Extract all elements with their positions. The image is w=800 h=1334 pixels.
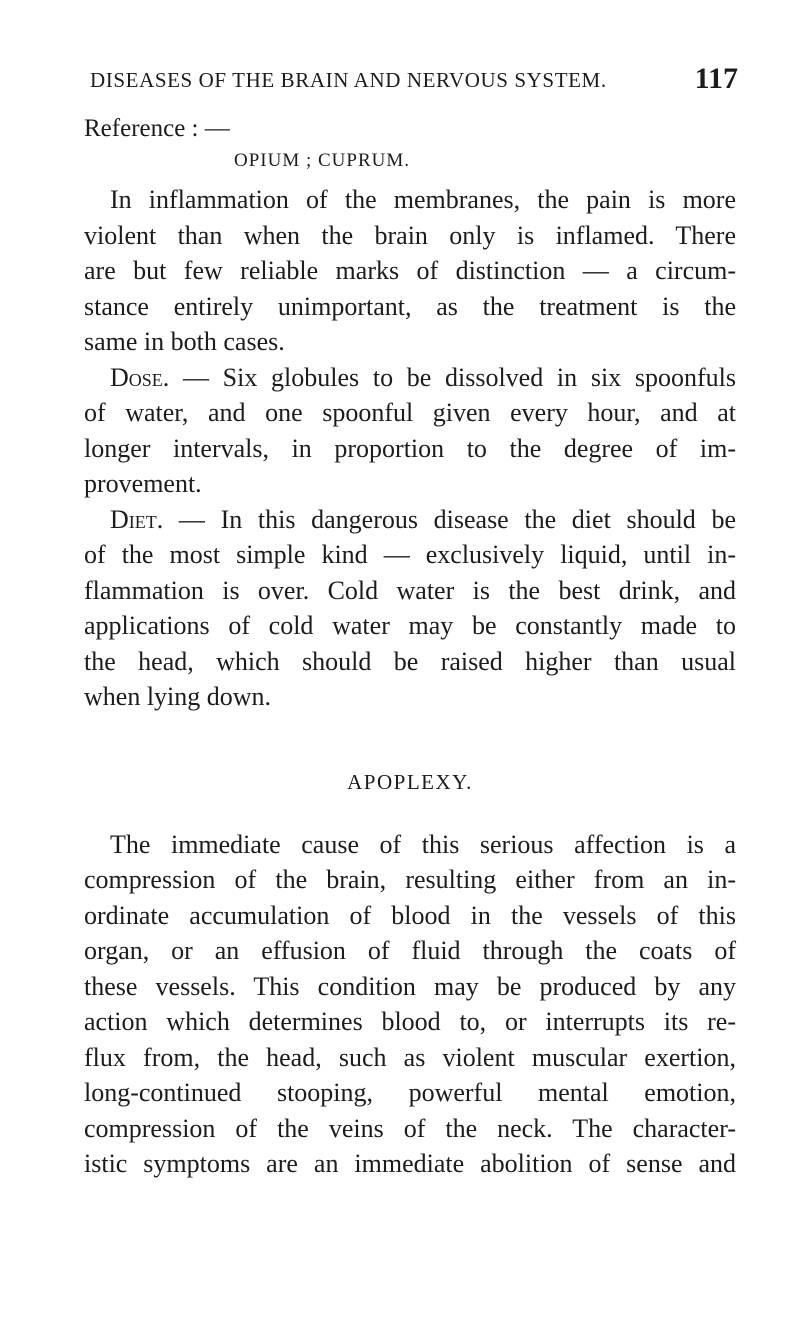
text-line: action which determines blood to, or interrupts its re- [84,1007,736,1036]
dose-heading: Dose. [110,362,170,392]
text-line: these vessels. This condition may be produced by any [84,971,736,1001]
text-line: when lying down. [84,682,272,711]
diet-heading: Diet. [110,504,164,534]
text-line [84,502,736,538]
paragraph-diet [84,502,736,715]
text-line: are but few reliable marks of distinction — a circum- [84,256,736,285]
text-line: compression of the brain, resulting either from an in- [84,865,736,894]
text-line: same in both cases. [84,327,285,356]
text-line: longer intervals, in proportion to the degree of im- [84,433,736,463]
text-line-rest: — Six globules to be dissolved in six spoonfuls [169,362,736,392]
reference-remedies: OPIUM ; CUPRUM. [234,150,411,171]
text-line: organ, or an effusion of fluid through the coats of [84,936,736,965]
paragraph-dose [84,360,736,502]
text-line: flammation is over. Cold water is the best drink, and [84,575,736,605]
running-title: DISEASES OF THE BRAIN AND NERVOUS SYSTEM. [90,68,607,92]
text-line: In inflammation of the membranes, the pain is more [110,185,736,214]
text-line: ordinate accumulation of blood in the vessels of this [84,900,736,930]
text-line: stance entirely unimportant, as the treatment is the [84,291,736,321]
section-heading-apoplexy: APOPLEXY. [347,769,473,794]
paragraph-apoplexy [84,827,736,1182]
text-line: the head, which should be raised higher than usual [84,646,736,676]
text-line: violent than when the brain only is inflamed. There [84,220,736,250]
text-line: flux from, the head, such as violent muscular exertion, [84,1042,736,1072]
text-line-rest: — In this dangerous disease the diet should be [163,504,736,534]
text-line: long-continued stooping, powerful mental emotion, [84,1078,736,1107]
running-head [90,62,740,102]
text-line: The immediate cause of this serious affection is a [110,829,736,859]
body-text [84,112,736,1182]
text-line: applications of cold water may be constantly made to [84,611,736,640]
page-number: 117 [694,62,738,95]
text-line [84,360,736,396]
text-line: compression of the veins of the neck. The character- [84,1113,736,1143]
text-line: of the most simple kind — exclusively liquid, until in- [84,540,736,569]
paragraph-inflammation [84,182,736,360]
text-line: provement. [84,469,202,498]
text-line: istic symptoms are an immediate abolition of sense and [84,1149,736,1178]
text-line: of water, and one spoonful given every hour, and at [84,398,736,427]
reference-label: Reference : — [84,115,230,142]
